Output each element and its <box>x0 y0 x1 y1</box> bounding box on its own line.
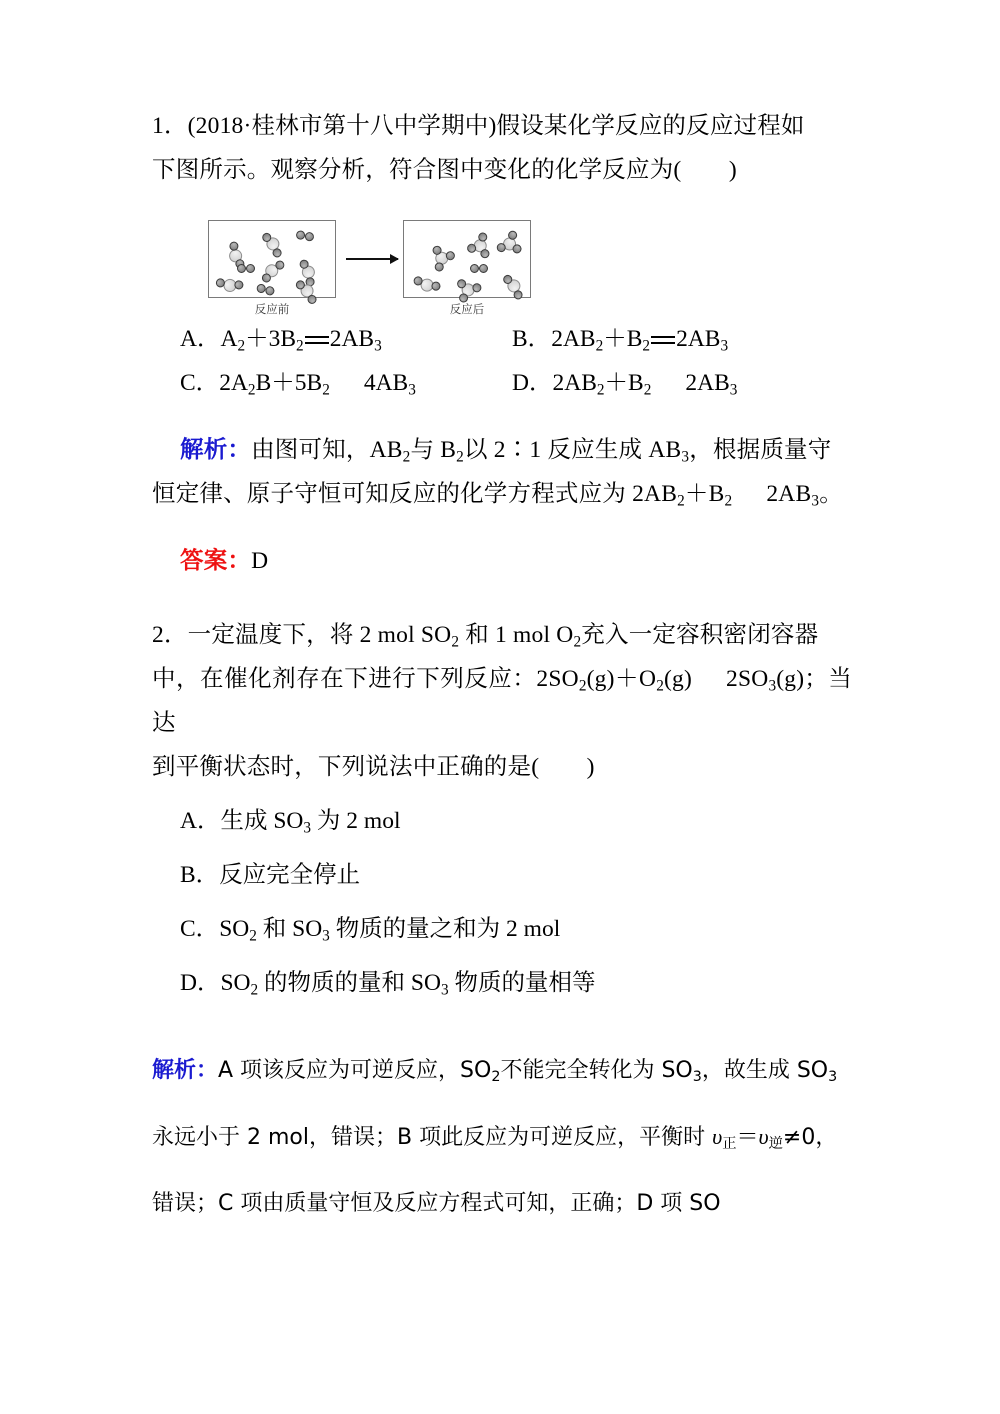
reaction-arrow-icon <box>346 258 398 260</box>
q2-stem-c: 充入一定容积密闭容器 <box>581 622 819 648</box>
question-2-option-d[interactable] <box>152 961 852 1005</box>
analysis-label: 解析： <box>180 435 252 463</box>
option-d-sub-3: 3 <box>729 381 738 399</box>
option-a-label: A． <box>180 326 221 352</box>
question-1-options-row-1 <box>152 317 852 361</box>
q2-analysis-sub-3: 3 <box>828 1069 838 1085</box>
question-1-options-row-2 <box>152 361 852 405</box>
spacer <box>152 897 852 907</box>
option-d-reactant-1: 2AB <box>552 370 597 396</box>
q2-option-c-text-1: SO <box>219 916 250 942</box>
question-2-block <box>152 613 852 1226</box>
analysis-sub-3: 3 <box>681 448 690 466</box>
analysis2-sub-3: 3 <box>811 492 820 510</box>
atom-b <box>271 247 283 259</box>
velocity-symbol-reverse: υ <box>758 1124 769 1149</box>
q2-option-c-text-3: 物质的量之和为 2 mol <box>329 916 561 942</box>
q2-stem-a: 2．一定温度下，将 2 mol SO <box>152 622 452 648</box>
option-a-reactant-1: A <box>220 326 238 352</box>
equals-sign-icon <box>650 329 676 353</box>
option-c-product: 4AB <box>363 370 409 396</box>
option-c-reactant-1: 2A <box>219 370 248 396</box>
option-d-reactant-2: B <box>628 370 644 396</box>
velocity-symbol-forward: υ <box>712 1124 723 1149</box>
q2-option-c-text-2: 和 SO <box>256 916 323 942</box>
question-1-stem-line-2: 下图所示。观察分析，符合图中变化的化学反应为( ) <box>152 157 737 183</box>
option-c-sub-2: 2 <box>322 381 330 399</box>
q2-analysis2-eq: ＝ <box>736 1125 759 1150</box>
q2-stem-b: 和 1 mol O <box>459 622 574 648</box>
q2-analysis-b: 不能完全转化为 SO <box>500 1058 693 1083</box>
atom-b <box>445 250 455 260</box>
q2-stem-sub-1: 2 <box>451 633 460 651</box>
analysis-text-b: 与 B <box>410 437 457 463</box>
option-a-sub-2: 2 <box>296 337 304 355</box>
q2-stem2-b: (g)＋O <box>586 666 657 692</box>
q2-analysis-sub-1: 2 <box>491 1069 501 1085</box>
q2-analysis-a: A 项该反应为可逆反应，SO <box>218 1058 492 1083</box>
question-2-analysis-line-2 <box>152 1115 852 1160</box>
option-c-sub-3: 3 <box>408 381 416 399</box>
question-1-option-a[interactable] <box>152 317 512 361</box>
q2-stem2-sub-2: 2 <box>656 677 665 695</box>
q2-analysis2-neq: ≠0， <box>782 1125 838 1150</box>
q2-option-d-text-2: 的物质的量和 SO <box>258 970 441 996</box>
question-1-option-b[interactable] <box>512 317 852 361</box>
atom-b <box>304 231 314 241</box>
question-2-stem-line-1 <box>152 613 852 657</box>
answer-value: D <box>251 548 269 574</box>
q2-option-a-label: A． <box>180 808 221 834</box>
q2-option-d-sub-1: 2 <box>250 981 259 999</box>
atom-b <box>237 264 246 273</box>
molecule-ab2 <box>496 267 529 300</box>
option-a-product: 2AB <box>329 326 375 352</box>
analysis-sub-1: 2 <box>402 448 411 466</box>
atom-b <box>512 289 524 301</box>
option-a-reactant-2: 3B <box>268 326 297 352</box>
option-b-sub-3: 3 <box>720 337 729 355</box>
spacer <box>152 951 852 961</box>
molecule-ab3 <box>464 229 494 259</box>
molecule-b2 <box>470 261 496 287</box>
atom-b <box>479 264 488 273</box>
option-b-sub-1: 2 <box>595 337 604 355</box>
analysis2-text-c: 2AB <box>766 481 812 507</box>
q2-stem2-a: 中，在催化剂存在下进行下列反应：2SO <box>152 666 579 692</box>
reaction-box-after <box>403 220 531 298</box>
option-b-reactant-2: B <box>626 326 643 352</box>
velocity-sub-reverse: 逆 <box>768 1136 783 1152</box>
spacer <box>152 405 852 427</box>
atom-b <box>480 248 490 258</box>
atom-b <box>478 232 488 242</box>
atom-b <box>264 285 275 296</box>
question-2-analysis-line-3: 错误；C 项由质量守恒及反应方程式可知，正确；D 项 SO <box>152 1191 721 1216</box>
reaction-diagram <box>152 202 852 316</box>
question-2-stem-line-3: 到平衡状态时，下列说法中正确的是( ) <box>152 754 595 780</box>
option-d-sub-1: 2 <box>596 381 605 399</box>
question-1-analysis-line-1 <box>152 427 852 472</box>
option-a-sub-1: 2 <box>237 337 246 355</box>
question-1-stem-line-1: 1．(2018·桂林市第十八中学期中)假设某化学反应的反应过程如 <box>152 113 805 139</box>
caption-before: 反应前 <box>254 302 290 316</box>
analysis2-text-a: 恒定律、原子守恒可知反应的化学方程式应为 2AB <box>152 481 678 507</box>
option-c-plus: ＋ <box>271 370 295 396</box>
q2-option-d-text-1: SO <box>220 970 251 996</box>
option-c-reactant-1b: B <box>255 370 272 396</box>
molecule-ab2 <box>255 225 288 258</box>
velocity-sub-forward: 正 <box>722 1136 737 1152</box>
q2-option-a-sub: 3 <box>303 819 312 837</box>
atom-b <box>470 264 479 273</box>
q2-stem2-e: (g)；当达 <box>152 666 853 736</box>
q2-stem2-c: (g) <box>664 666 693 692</box>
question-1-option-d[interactable] <box>512 361 852 405</box>
atom-b <box>430 280 442 292</box>
spacer <box>152 789 852 799</box>
analysis-label: 解析： <box>152 1058 219 1083</box>
analysis2-sub-2: 2 <box>724 492 733 510</box>
spacer <box>152 516 852 538</box>
option-a-plus: ＋ <box>245 326 269 352</box>
reaction-diagram-inner <box>208 202 548 316</box>
reaction-box-before <box>208 220 336 298</box>
q2-option-c-sub-2: 3 <box>322 927 330 945</box>
option-a-sub-3: 3 <box>374 337 382 355</box>
analysis-text-d: ，根据质量守 <box>689 437 832 463</box>
q2-analysis2-a: 永远小于 2 mol，错误；B 项此反应为可逆反应，平衡时 <box>152 1125 713 1150</box>
question-1-option-c[interactable] <box>152 361 512 405</box>
equals-sign-icon <box>304 329 330 353</box>
analysis2-text-b: ＋B <box>684 481 725 507</box>
q2-stem2-sub-1: 2 <box>578 677 587 695</box>
atom-b <box>466 243 476 253</box>
question-2-option-a[interactable] <box>152 799 852 843</box>
analysis-sub-2: 2 <box>456 448 464 466</box>
spacer <box>152 1005 852 1027</box>
option-d-sub-2: 2 <box>643 381 652 399</box>
option-d-label: D． <box>512 370 553 396</box>
question-2-stem-line-2 <box>152 657 852 745</box>
analysis2-sub-1: 2 <box>677 492 685 510</box>
analysis2-text-d: 。 <box>819 481 843 507</box>
q2-option-d-sub-2: 3 <box>440 981 449 999</box>
q2-option-d-text-3: 物质的量相等 <box>448 970 596 996</box>
option-b-plus: ＋ <box>603 326 627 352</box>
question-2-analysis-line-1 <box>152 1049 852 1093</box>
question-1-answer <box>152 538 852 583</box>
spacer <box>152 192 852 202</box>
question-1-block <box>152 104 852 583</box>
spacer <box>152 583 852 613</box>
question-2-option-c[interactable] <box>152 907 852 951</box>
q2-option-a-text-1: 生成 SO <box>220 808 304 834</box>
atom-b <box>275 260 285 270</box>
q2-option-c-sub-1: 2 <box>249 927 257 945</box>
analysis-text-c: 以 2∶1 反应生成 AB <box>464 437 682 463</box>
atom-b <box>246 264 255 273</box>
q2-stem-sub-2: 2 <box>573 633 582 651</box>
molecule-ab2 <box>412 269 445 302</box>
answer-label: 答案： <box>180 546 252 574</box>
option-d-product: 2AB <box>685 370 730 396</box>
analysis-text-a: 由图可知，AB <box>251 437 403 463</box>
option-c-label: C． <box>180 370 220 396</box>
molecule-b2 <box>293 227 323 257</box>
option-c-reactant-2: 5B <box>294 370 323 396</box>
page-content <box>152 104 852 1248</box>
caption-after: 反应后 <box>449 302 485 316</box>
q2-option-b-label: B． <box>180 862 220 888</box>
q2-analysis-c: ，故生成 SO <box>701 1058 829 1083</box>
option-b-reactant-1: 2AB <box>551 326 596 352</box>
option-d-plus: ＋ <box>604 370 629 396</box>
option-b-product: 2AB <box>676 326 721 352</box>
question-2-option-b[interactable] <box>152 853 852 897</box>
q2-stem2-sub-3: 3 <box>768 677 777 695</box>
q2-stem2-d: 2SO <box>726 666 769 692</box>
q2-option-c-label: C． <box>180 916 220 942</box>
option-b-sub-2: 2 <box>642 337 651 355</box>
q2-analysis-sub-2: 3 <box>692 1069 702 1085</box>
option-b-label: B． <box>512 326 552 352</box>
option-c-sub-1: 2 <box>247 381 256 399</box>
q2-option-a-text-2: 为 2 mol <box>311 808 401 834</box>
molecule-ab3 <box>491 228 527 264</box>
spacer <box>152 843 852 853</box>
q2-option-d-label: D． <box>180 970 221 996</box>
q2-option-b-text: 反应完全停止 <box>219 862 361 888</box>
question-1-analysis-line-2 <box>152 472 852 516</box>
